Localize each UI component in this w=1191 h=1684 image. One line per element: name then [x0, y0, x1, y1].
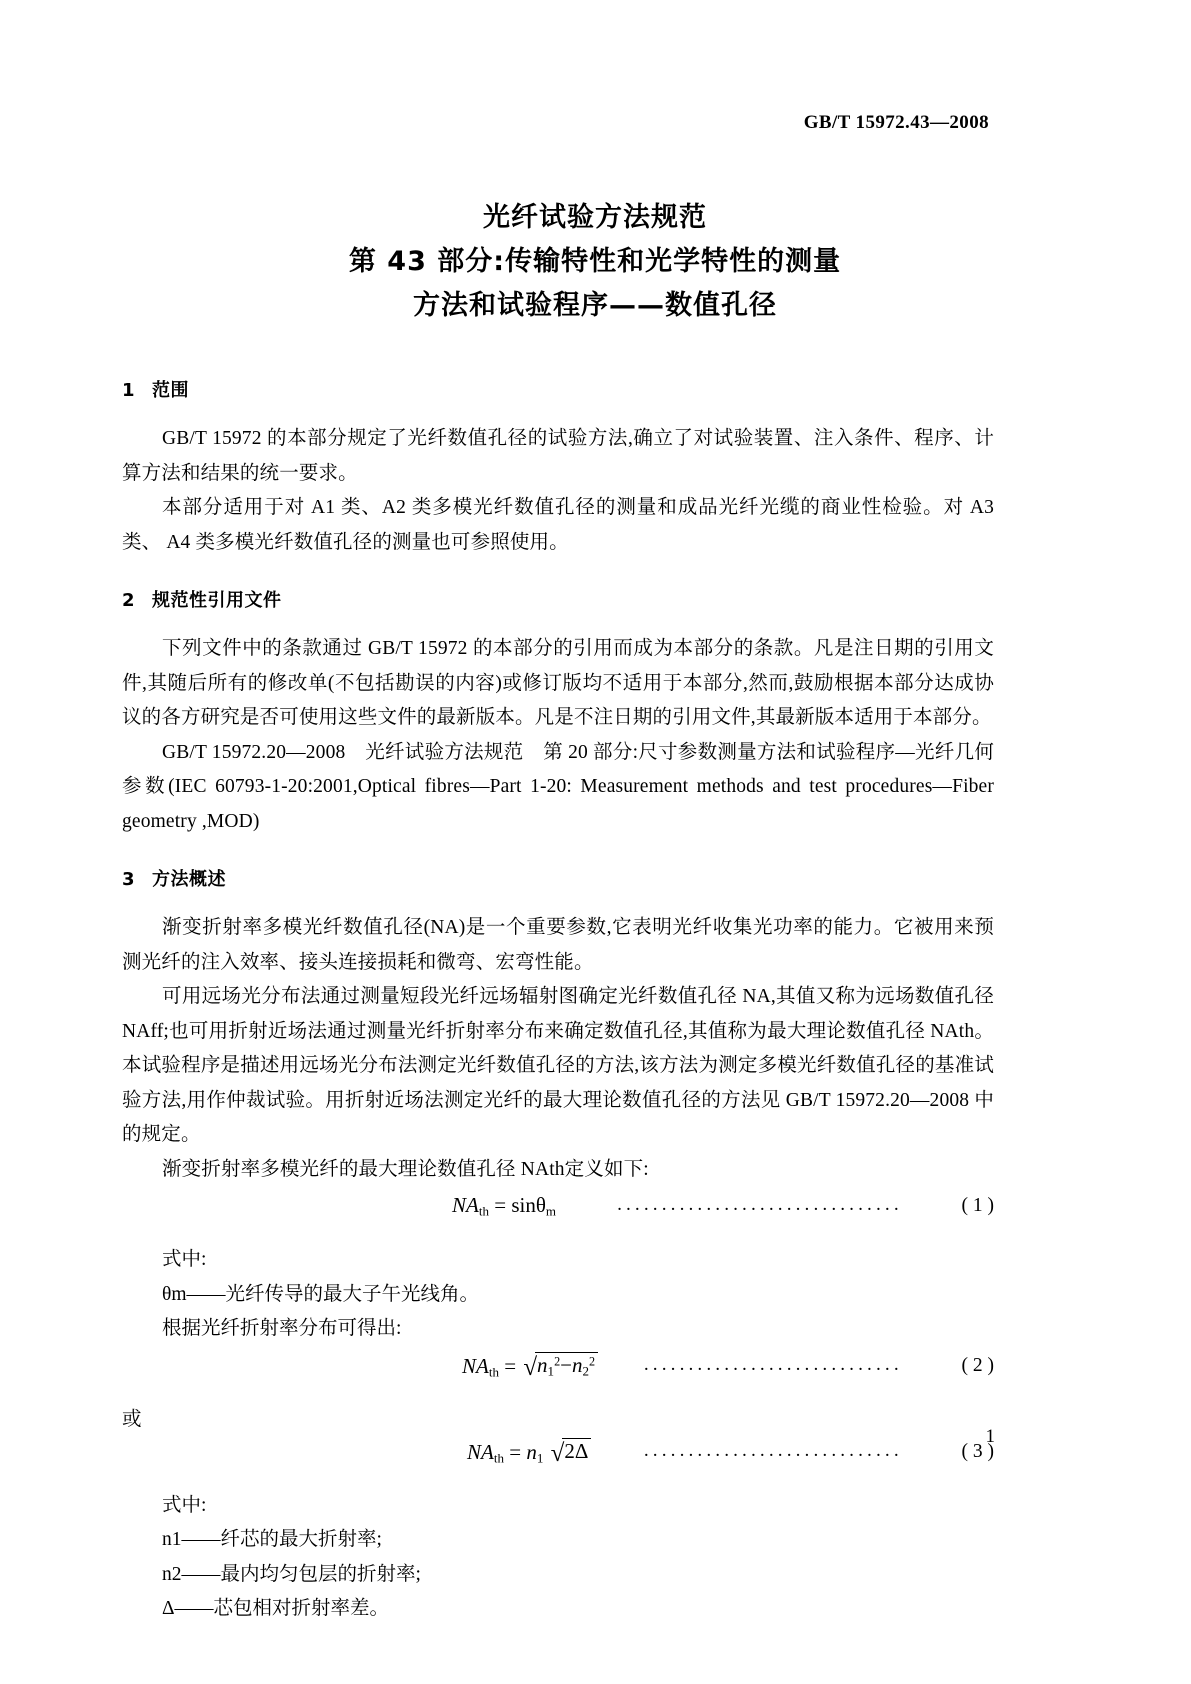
equation-1-number: ( 1 ) [961, 1195, 994, 1216]
n2-definition: n2——最内均匀包层的折射率; [162, 1563, 421, 1585]
equation-1-lhs-sub: th [478, 1203, 489, 1219]
paragraph-1-1: GB/T 15972 的本部分规定了光纤数值孔径的试验方法,确立了对试验装置、注入条件、程序、计算方法和结果的统一要求。 [122, 428, 994, 484]
delta-definition: Δ——芯包相对折射率差。 [162, 1598, 390, 1619]
equation-3-radicand: 2Δ [562, 1438, 591, 1464]
equation-3-lhs: NA [467, 1439, 494, 1464]
equation-3-number: ( 3 ) [961, 1440, 994, 1462]
equation-3-equals: = [509, 1439, 522, 1464]
equation-2-n1-sup: 2 [554, 1353, 561, 1368]
equation-2-n1: n [537, 1352, 548, 1377]
equation-1-rhs: sinθ [511, 1193, 546, 1217]
equation-3-factor: n [526, 1439, 537, 1464]
radical-sign-icon: √ [523, 1353, 538, 1381]
equation-2-lhs: NA [462, 1353, 489, 1378]
equation-2-minus: − [560, 1352, 572, 1377]
equation-1-rhs-sub: m [545, 1203, 557, 1219]
equation-2-n2-sub: 2 [582, 1363, 590, 1379]
section-title-1: 范围 [152, 380, 189, 401]
paragraph-2-2: GB/T 15972.20—2008 光纤试验方法规范 第 20 部分:尺寸参数测量方法和试验程序—光纤几何参数(IEC 60793-1-20:2001,Optical fibres—Part 1-20: Measurement methods and test procedures—Fiber geometry ,MOD) [122, 741, 994, 832]
section-heading-3 [122, 867, 994, 893]
section-number-1: 1 [122, 380, 136, 401]
equation-3 [467, 1439, 591, 1467]
title-line-3: 方法和试验程序——数值孔径 [413, 290, 777, 321]
equation-2-n2-sup: 2 [589, 1353, 596, 1368]
equation-2-equals: = [504, 1353, 517, 1378]
equation-3-row [122, 1439, 994, 1485]
where-label-2: 式中: [162, 1494, 207, 1516]
page-number: 1 [985, 1426, 995, 1447]
equation-2-number: ( 2 ) [961, 1354, 994, 1376]
document-title-block [150, 196, 1040, 328]
section-number-2: 2 [122, 590, 136, 611]
or-label: 或 [122, 1408, 142, 1430]
section-heading-2 [122, 588, 994, 614]
equation-3-definitions [122, 1489, 994, 1627]
paragraph-3-3: 渐变折射率多模光纤的最大理论数值孔径 NAth定义如下: [162, 1158, 649, 1180]
equation-1 [452, 1193, 556, 1220]
section-number-3: 3 [122, 869, 136, 890]
or-connector-row [122, 1403, 994, 1433]
equation-1-leader-dots: ································ [616, 1199, 902, 1220]
equation-1-row [122, 1193, 994, 1239]
lead-in-index-profile: 根据光纤折射率分布可得出: [162, 1318, 402, 1339]
title-line-2: 第 43 部分:传输特性和光学特性的测量 [348, 246, 842, 277]
theta-m-definition: θm——光纤传导的最大子午光线角。 [162, 1283, 480, 1305]
paragraph-3-1: 渐变折射率多模光纤数值孔径(NA)是一个重要参数,它表明光纤收集光功率的能力。它被用来预测光纤的注入效率、接头连接损耗和微弯、宏弯性能。 [122, 917, 994, 973]
radical-sign-icon: √ [550, 1439, 565, 1467]
equation-1-equals: = [494, 1193, 507, 1217]
paragraph-3-2: 可用远场光分布法通过测量短段光纤远场辐射图确定光纤数值孔径 NA,其值又称为远场数值孔径 NAff;也可用折射近场法通过测量光纤折射率分布来确定数值孔径,其值称为最大理论数值孔径 NAth。本试验程序是描述用远场光分布法测定光纤数值孔径的方法,该方法为测定多模光纤数值孔径的基准试验方法,用作仲裁试验。用折射近场法测定光纤的最大理论数值孔径的方法见 GB/T 15972.20—2008 中的规定。 [122, 986, 994, 1145]
equation-2-sqrt [521, 1353, 598, 1381]
equation-3-lhs-sub: th [493, 1450, 504, 1466]
equation-2-lhs-sub: th [488, 1364, 499, 1380]
equation-2-n2: n [572, 1352, 583, 1377]
equation-3-sqrt [549, 1439, 592, 1466]
section-title-2: 规范性引用文件 [152, 590, 282, 611]
n1-definition: n1——纤芯的最大折射率; [162, 1529, 382, 1550]
section-heading-1 [122, 378, 994, 404]
equation-2-n1-sub: 1 [547, 1363, 555, 1379]
document-body [122, 372, 994, 1627]
equation-2 [462, 1353, 598, 1381]
equation-3-leader-dots: ····························· [643, 1444, 902, 1466]
equation-1-definitions [122, 1243, 994, 1347]
equation-3-factor-sub: 1 [536, 1450, 544, 1466]
title-line-1: 光纤试验方法规范 [483, 202, 707, 233]
equation-2-radicand [535, 1352, 598, 1380]
paragraph-1-2: 本部分适用于对 A1 类、A2 类多模光纤数值孔径的测量和成品光纤光缆的商业性检验。对 A3 类、 A4 类多模光纤数值孔径的测量也可参照使用。 [122, 497, 994, 553]
equation-1-lhs: NA [452, 1193, 479, 1217]
section-title-3: 方法概述 [152, 869, 226, 890]
equation-2-leader-dots: ····························· [643, 1358, 902, 1380]
equation-2-row [122, 1353, 994, 1399]
paragraph-2-1: 下列文件中的条款通过 GB/T 15972 的本部分的引用而成为本部分的条款。凡是注日期的引用文件,其随后所有的修改单(不包括勘误的内容)或修订版均不适用于本部分,然而,鼓励根据本部分达成协议的各方研究是否可使用这些文件的最新版本。凡是不注日期的引用文件,其最新版本适用于本部分。 [122, 638, 994, 728]
running-header-standard-code: GB/T 15972.43—2008 [803, 112, 989, 133]
where-label-1: 式中: [162, 1249, 207, 1270]
